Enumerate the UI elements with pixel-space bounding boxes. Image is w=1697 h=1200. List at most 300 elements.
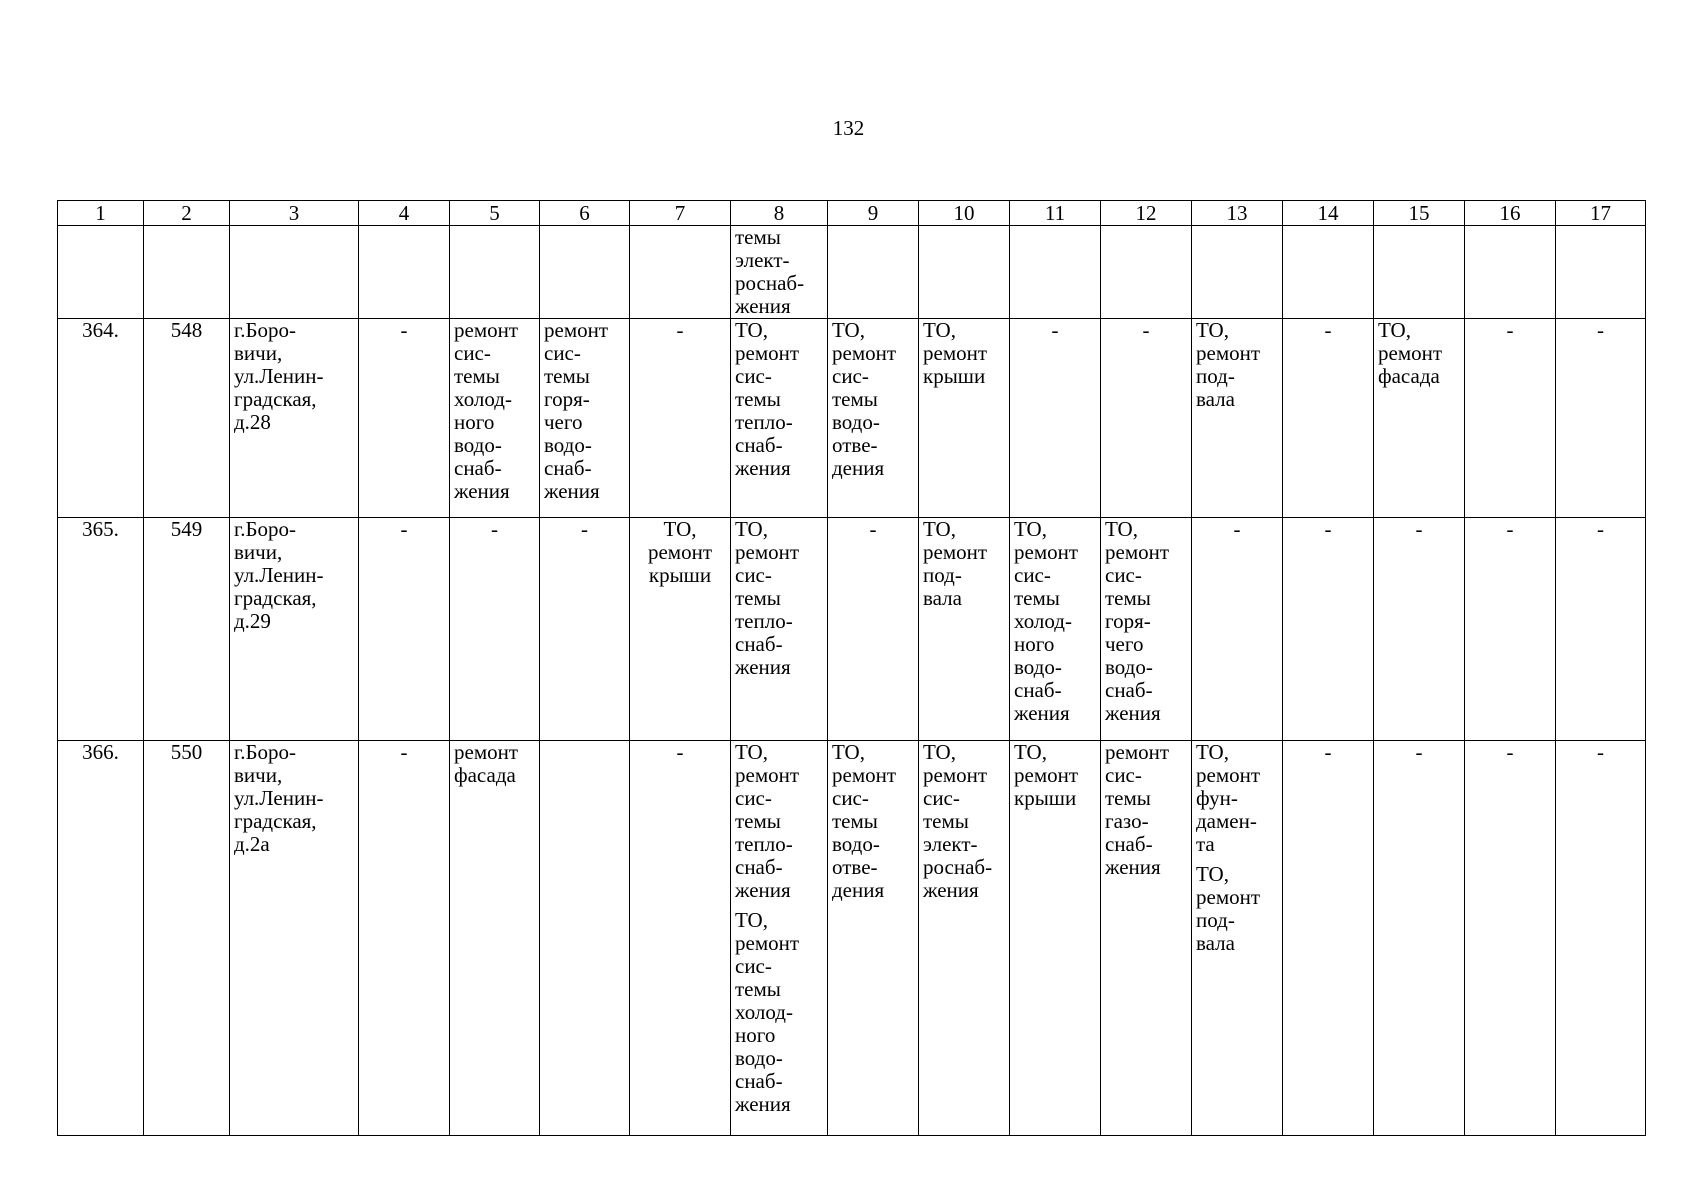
cell-text-line: ремонт: [923, 763, 988, 787]
cell-text-line: ТО,: [923, 517, 956, 541]
cell-col-1: [58, 226, 144, 319]
cell-text-line: ремонт: [1014, 540, 1079, 564]
cell-text-line: вала: [1196, 931, 1235, 955]
cell-text-line: снаб-: [1105, 678, 1153, 702]
cell-col-16: [1465, 518, 1556, 741]
cell-text-line: ТО,: [1378, 318, 1411, 342]
cell-entry: [1560, 518, 1641, 541]
cell-text-line: холод-: [1014, 609, 1072, 633]
cell-entry: [1196, 863, 1278, 955]
page-number: 132: [832, 116, 865, 140]
cell-entry: [832, 319, 914, 480]
cell-col-9: [828, 741, 919, 1136]
cell-col-8: [731, 741, 828, 1136]
cell-text-line: снаб-: [735, 855, 783, 879]
cell-text-line: ТО,: [832, 740, 865, 764]
cell-text-line: -: [1415, 740, 1423, 764]
cell-col-4: [359, 319, 450, 518]
cell-entry: [148, 741, 225, 764]
cell-col-10: [919, 741, 1010, 1136]
cell-entry: [735, 319, 823, 480]
cell-col-6: [540, 226, 630, 319]
cell-col-14: [1283, 226, 1374, 319]
cell-col-7: [630, 741, 731, 1136]
cell-text-line: сис-: [735, 954, 772, 978]
cell-entry: [62, 319, 139, 342]
cell-col-4: [359, 741, 450, 1136]
cell-col-4: [359, 518, 450, 741]
cell-text-line: ТО,: [923, 318, 956, 342]
cell-text-line: -: [1142, 318, 1150, 342]
cell-text-line: сис-: [735, 786, 772, 810]
cell-text-line: ТО,: [1196, 740, 1229, 764]
cell-col-4: [359, 226, 450, 319]
column-number-4: 4: [359, 201, 450, 226]
cell-text-line: темы: [735, 809, 781, 833]
cell-entry: [1014, 319, 1096, 342]
cell-text-line: ремонт: [832, 341, 897, 365]
cell-text-line: ремонт: [1196, 763, 1261, 787]
cell-col-10: [919, 518, 1010, 741]
cell-text-line: фасада: [454, 763, 516, 787]
cell-col-8: [731, 518, 828, 741]
cell-text-line: снаб-: [735, 632, 783, 656]
cell-col-14: [1283, 741, 1374, 1136]
cell-text-line: -: [1324, 517, 1332, 541]
cell-entry: [923, 319, 1005, 388]
column-number-12: 12: [1101, 201, 1192, 226]
cell-text-line: под-: [1196, 908, 1235, 932]
cell-text-line: -: [491, 517, 498, 541]
cell-text-line: темы: [735, 977, 781, 1001]
column-number-2: 2: [144, 201, 230, 226]
cell-col-13: [1192, 741, 1283, 1136]
cell-text-line: тепло-: [735, 609, 793, 633]
cell-entry: [1378, 319, 1460, 388]
cell-text-line: холод-: [735, 1000, 793, 1024]
cell-entry: [1287, 741, 1369, 764]
cell-text-line: ТО,: [663, 517, 697, 541]
table-row: [58, 319, 1646, 518]
column-number-8: 8: [731, 201, 828, 226]
cell-text-line: сис-: [1014, 563, 1051, 587]
column-number-11: 11: [1010, 201, 1101, 226]
cell-text-line: ремонт: [735, 341, 800, 365]
cell-text-line: ремонт: [544, 318, 609, 342]
cell-entry: [1014, 518, 1096, 725]
cell-text-line: крыши: [1014, 786, 1077, 810]
cell-text-line: жения: [544, 479, 600, 503]
cell-entry: [923, 741, 1005, 902]
column-number-16: 16: [1465, 201, 1556, 226]
cell-text-line: ТО,: [923, 740, 956, 764]
cell-text-line: роснаб-: [923, 855, 993, 879]
cell-text-line: темы: [735, 225, 781, 249]
cell-entry: [634, 319, 726, 342]
cell-entry: [454, 741, 535, 787]
cell-text-line: снаб-: [735, 433, 783, 457]
cell-text-line: та: [1196, 832, 1215, 856]
cell-text-line: ул.Ленин-: [234, 786, 324, 810]
cell-col-2: [144, 319, 230, 518]
cell-entry: [634, 518, 726, 587]
cell-text-line: ремонт: [647, 540, 713, 564]
cell-text-line: снаб-: [544, 456, 592, 480]
cell-entry: [1287, 319, 1369, 342]
cell-text-line: темы: [735, 387, 781, 411]
cell-col-9: [828, 518, 919, 741]
cell-text-line: водо-: [735, 1046, 783, 1070]
cell-text-line: чего: [544, 410, 583, 434]
column-number-13: 13: [1192, 201, 1283, 226]
cell-text-line: фун-: [1196, 786, 1238, 810]
column-number-5: 5: [450, 201, 540, 226]
cell-entry: [62, 518, 139, 541]
cell-col-12: [1101, 518, 1192, 741]
cell-text-line: снаб-: [454, 456, 502, 480]
cell-text-line: -: [1597, 517, 1604, 541]
cell-text-line: -: [676, 740, 684, 764]
cell-text-line: сис-: [544, 341, 581, 365]
cell-col-11: [1010, 518, 1101, 741]
cell-text-line: горя-: [544, 387, 590, 411]
cell-text-line: ТО,: [735, 740, 768, 764]
cell-col-17: [1556, 741, 1646, 1136]
cell-entry: [234, 319, 354, 434]
cell-text-line: ремонт: [1196, 341, 1261, 365]
cell-col-1: [58, 518, 144, 741]
column-number-3: 3: [230, 201, 359, 226]
column-number-15: 15: [1374, 201, 1465, 226]
cell-entry: [148, 319, 225, 342]
cell-text-line: водо-: [832, 410, 880, 434]
cell-col-8: [731, 226, 828, 319]
cell-text-line: -: [1506, 517, 1514, 541]
cell-text-line: -: [1233, 517, 1241, 541]
cell-text-line: ремонт: [1196, 885, 1261, 909]
column-number-1: 1: [58, 201, 144, 226]
cell-text-line: ремонт: [735, 763, 800, 787]
cell-text-line: -: [400, 740, 408, 764]
cell-col-3: [230, 319, 359, 518]
cell-entry: [1378, 741, 1460, 764]
cell-text-line: -: [1324, 740, 1332, 764]
cell-col-10: [919, 226, 1010, 319]
cell-text-line: градская,: [234, 387, 317, 411]
cell-text-line: д.2а: [234, 832, 270, 856]
cell-col-11: [1010, 226, 1101, 319]
cell-text-line: элект-: [923, 832, 978, 856]
cell-col-17: [1556, 319, 1646, 518]
cell-text-line: под-: [1196, 364, 1235, 388]
cell-col-15: [1374, 319, 1465, 518]
cell-col-11: [1010, 319, 1101, 518]
cell-text-line: ремонт: [923, 341, 988, 365]
cell-col-1: [58, 319, 144, 518]
cell-text-line: жения: [923, 878, 979, 902]
cell-text-line: д.29: [234, 609, 271, 633]
cell-text-line: жения: [735, 456, 791, 480]
cell-col-12: [1101, 319, 1192, 518]
cell-text-line: жения: [454, 479, 510, 503]
cell-text-line: ного: [1014, 632, 1055, 656]
cell-text-line: вичи,: [234, 763, 283, 787]
cell-col-2: [144, 518, 230, 741]
cell-text-line: 550: [170, 740, 203, 764]
cell-text-line: дения: [832, 878, 885, 902]
cell-col-5: [450, 319, 540, 518]
cell-col-15: [1374, 226, 1465, 319]
cell-text-line: градская,: [234, 809, 317, 833]
cell-col-2: [144, 226, 230, 319]
cell-text-line: снаб-: [1105, 832, 1153, 856]
cell-col-14: [1283, 319, 1374, 518]
cell-entry: [234, 518, 354, 633]
cell-entry: [1287, 518, 1369, 541]
cell-text-line: отве-: [832, 855, 878, 879]
cell-entry: [1560, 741, 1641, 764]
cell-text-line: -: [1597, 318, 1604, 342]
cell-text-line: ТО,: [1105, 517, 1138, 541]
cell-col-5: [450, 741, 540, 1136]
cell-text-line: д.28: [234, 410, 271, 434]
cell-text-line: снаб-: [1014, 678, 1062, 702]
cell-text-line: -: [1506, 318, 1514, 342]
cell-entry: [363, 319, 445, 342]
column-number-6: 6: [540, 201, 630, 226]
cell-text-line: темы: [832, 387, 878, 411]
cell-entry: [1469, 741, 1551, 764]
cell-col-6: [540, 741, 630, 1136]
cell-entry: [363, 518, 445, 541]
cell-text-line: ремонт: [735, 540, 800, 564]
cell-text-line: водо-: [454, 433, 502, 457]
cell-entry: [735, 741, 823, 902]
cell-col-14: [1283, 518, 1374, 741]
cell-text-line: тепло-: [735, 832, 793, 856]
cell-text-line: тепло-: [735, 410, 793, 434]
cell-col-16: [1465, 226, 1556, 319]
cell-entry: [1196, 518, 1278, 541]
cell-text-line: ремонт: [1014, 763, 1079, 787]
cell-text-line: фасада: [1378, 364, 1440, 388]
cell-col-7: [630, 518, 731, 741]
cell-text-line: -: [400, 318, 408, 342]
cell-text-line: темы: [1105, 586, 1151, 610]
cell-text-line: ТО,: [1014, 517, 1047, 541]
cell-col-16: [1465, 319, 1556, 518]
cell-text-line: вала: [923, 586, 962, 610]
cell-text-line: градская,: [234, 586, 317, 610]
column-number-7: 7: [630, 201, 731, 226]
cell-text-line: темы: [832, 809, 878, 833]
cell-text-line: темы: [735, 586, 781, 610]
cell-text-line: отве-: [832, 433, 878, 457]
cell-text-line: сис-: [1105, 563, 1142, 587]
cell-text-line: 365.: [82, 517, 119, 541]
cell-text-line: жения: [735, 655, 791, 679]
cell-text-line: ремонт: [1105, 740, 1170, 764]
cell-text-line: вичи,: [234, 540, 283, 564]
cell-entry: [544, 319, 625, 503]
cell-text-line: сис-: [735, 563, 772, 587]
cell-entry: [148, 518, 225, 541]
cell-entry: [1196, 319, 1278, 411]
cell-text-line: жения: [735, 1092, 791, 1116]
column-number-17: 17: [1556, 201, 1646, 226]
cell-col-1: [58, 741, 144, 1136]
cell-col-10: [919, 319, 1010, 518]
cell-col-7: [630, 226, 731, 319]
cell-text-line: 548: [170, 318, 203, 342]
cell-text-line: 366.: [82, 740, 119, 764]
cell-entry: [832, 741, 914, 902]
cell-text-line: водо-: [544, 433, 592, 457]
cell-entry: [363, 741, 445, 764]
cell-entry: [832, 518, 914, 541]
cell-text-line: дамен-: [1196, 809, 1257, 833]
cell-entry: [454, 518, 535, 541]
cell-text-line: г.Боро-: [234, 517, 297, 541]
cell-text-line: сис-: [1105, 763, 1142, 787]
repair-schedule-table: [57, 200, 1646, 1136]
cell-text-line: горя-: [1105, 609, 1151, 633]
cell-col-16: [1465, 741, 1556, 1136]
cell-text-line: -: [1051, 318, 1059, 342]
cell-col-13: [1192, 518, 1283, 741]
cell-col-5: [450, 226, 540, 319]
cell-entry: [735, 909, 823, 1116]
column-number-14: 14: [1283, 201, 1374, 226]
cell-entry: [62, 741, 139, 764]
cell-col-6: [540, 319, 630, 518]
cell-col-3: [230, 226, 359, 319]
cell-text-line: -: [1597, 740, 1604, 764]
cell-text-line: ул.Ленин-: [234, 563, 324, 587]
cell-col-12: [1101, 226, 1192, 319]
cell-col-13: [1192, 226, 1283, 319]
cell-col-13: [1192, 319, 1283, 518]
cell-text-line: роснаб-: [735, 271, 805, 295]
cell-col-15: [1374, 518, 1465, 741]
cell-entry: [1378, 518, 1460, 541]
cell-entry: [1105, 319, 1187, 342]
table-row: [58, 518, 1646, 741]
cell-text-line: крыши: [648, 563, 712, 587]
cell-col-2: [144, 741, 230, 1136]
cell-text-line: снаб-: [735, 1069, 783, 1093]
cell-text-line: чего: [1105, 632, 1144, 656]
cell-entry: [234, 741, 354, 856]
cell-entry: [1105, 741, 1187, 879]
column-number-row: [58, 201, 1646, 226]
cell-text-line: ремонт: [735, 931, 800, 955]
cell-text-line: темы: [1105, 786, 1151, 810]
cell-text-line: -: [400, 517, 408, 541]
cell-text-line: ного: [454, 410, 495, 434]
column-number-9: 9: [828, 201, 919, 226]
cell-text-line: ТО,: [735, 318, 768, 342]
cell-entry: [735, 518, 823, 679]
cell-text-line: водо-: [1014, 655, 1062, 679]
cell-text-line: жения: [1014, 701, 1070, 725]
cell-text-line: темы: [1014, 586, 1060, 610]
cell-text-line: элект-: [735, 248, 790, 272]
cell-text-line: жения: [735, 878, 791, 902]
cell-text-line: ного: [735, 1023, 776, 1047]
cell-text-line: жения: [735, 294, 791, 318]
cell-text-line: под-: [923, 563, 962, 587]
cell-col-9: [828, 226, 919, 319]
cell-text-line: водо-: [1105, 655, 1153, 679]
cell-entry: [1196, 741, 1278, 856]
cell-text-line: ремонт: [1378, 341, 1443, 365]
cell-entry: [1469, 518, 1551, 541]
cell-col-8: [731, 319, 828, 518]
cell-col-11: [1010, 741, 1101, 1136]
cell-text-line: темы: [454, 364, 500, 388]
cell-text-line: крыши: [923, 364, 986, 388]
cell-entry: [454, 319, 535, 503]
cell-text-line: -: [869, 517, 877, 541]
cell-text-line: ремонт: [454, 318, 519, 342]
cell-text-line: дения: [832, 456, 885, 480]
cell-col-17: [1556, 226, 1646, 319]
cell-col-3: [230, 741, 359, 1136]
cell-col-6: [540, 518, 630, 741]
cell-entry: [1014, 741, 1096, 810]
cell-text-line: ремонт: [1105, 540, 1170, 564]
cell-text-line: 549: [170, 517, 203, 541]
column-number-10: 10: [919, 201, 1010, 226]
cell-text-line: ТО,: [1196, 318, 1229, 342]
cell-text-line: газо-: [1105, 809, 1149, 833]
cell-col-17: [1556, 518, 1646, 741]
cell-text-line: жения: [1105, 855, 1161, 879]
cell-text-line: сис-: [832, 786, 869, 810]
cell-text-line: сис-: [832, 364, 869, 388]
table-row: [58, 741, 1646, 1136]
cell-text-line: сис-: [735, 364, 772, 388]
cell-text-line: ремонт: [923, 540, 988, 564]
cell-text-line: вала: [1196, 387, 1235, 411]
cell-text-line: темы: [923, 809, 969, 833]
cell-entry: [923, 518, 1005, 610]
cell-text-line: ТО,: [1014, 740, 1047, 764]
cell-text-line: г.Боро-: [234, 740, 297, 764]
cell-text-line: ремонт: [454, 740, 519, 764]
cell-text-line: г.Боро-: [234, 318, 297, 342]
cell-text-line: темы: [544, 364, 590, 388]
cell-col-9: [828, 319, 919, 518]
cell-text-line: ТО,: [735, 517, 768, 541]
cell-entry: [544, 518, 625, 541]
cell-col-5: [450, 518, 540, 741]
cell-text-line: вичи,: [234, 341, 283, 365]
cell-text-line: ТО,: [1196, 862, 1229, 886]
cell-text-line: -: [581, 517, 588, 541]
cell-col-7: [630, 319, 731, 518]
cell-entry: [1560, 319, 1641, 342]
cell-text-line: жения: [1105, 701, 1161, 725]
cell-text-line: -: [676, 318, 684, 342]
cell-col-3: [230, 518, 359, 741]
cell-text-line: -: [1506, 740, 1514, 764]
cell-text-line: водо-: [832, 832, 880, 856]
cell-text-line: сис-: [923, 786, 960, 810]
cell-col-15: [1374, 741, 1465, 1136]
cell-entry: [634, 741, 726, 764]
